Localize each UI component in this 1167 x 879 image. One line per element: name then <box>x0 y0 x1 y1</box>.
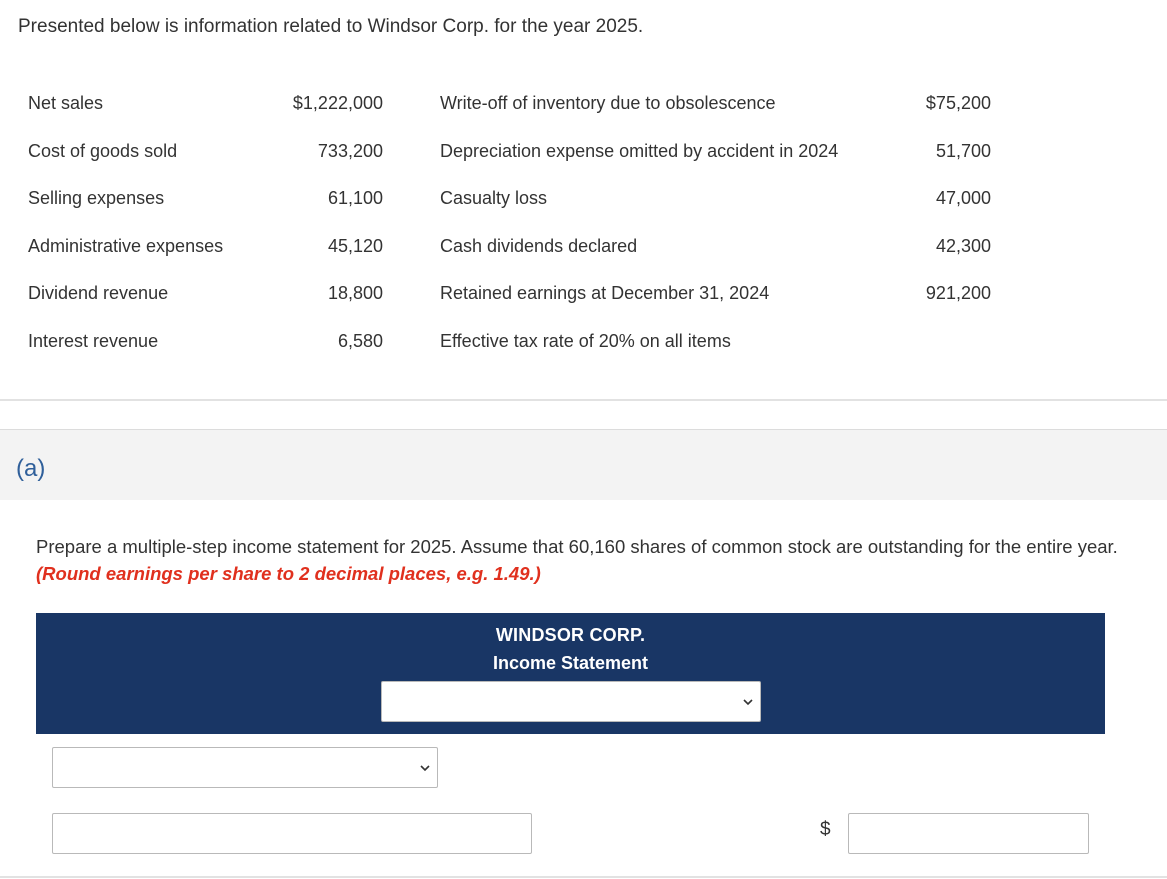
table-row <box>28 80 991 128</box>
currency-symbol: $ <box>820 819 831 840</box>
chevron-down-icon <box>419 762 431 774</box>
left-item-value: 6,580 <box>337 330 383 351</box>
right-item-value: $75,200 <box>925 93 991 114</box>
right-item-value: 921,200 <box>925 283 991 304</box>
divider <box>0 399 1167 401</box>
left-item-value: 733,200 <box>317 140 383 161</box>
right-item-value <box>900 318 991 366</box>
period-select[interactable] <box>381 681 761 722</box>
left-item-value: $1,222,000 <box>292 93 383 114</box>
table-row <box>28 128 991 176</box>
chevron-down-icon <box>742 696 754 708</box>
rounding-hint: (Round earnings per share to 2 decimal places, e.g. 1.49.) <box>36 563 541 584</box>
left-item-label: Interest revenue <box>28 330 159 351</box>
question-prompt <box>36 533 1151 587</box>
table-row <box>28 175 991 223</box>
row2-amount-input[interactable] <box>848 813 1089 854</box>
company-name <box>36 625 1105 646</box>
left-item-label: Cost of goods sold <box>28 140 178 161</box>
left-item-value: 45,120 <box>327 235 383 256</box>
right-item-label: Cash dividends declared <box>440 235 638 256</box>
table-row <box>28 270 991 318</box>
company-name-text: WINDSOR CORP. <box>495 625 646 645</box>
right-item-label: Write-off of inventory due to obsolescence <box>440 93 776 114</box>
left-item-label: Dividend revenue <box>28 283 169 304</box>
right-item-value: 47,000 <box>935 188 991 209</box>
right-item-value: 51,700 <box>935 140 991 161</box>
left-item-label: Net sales <box>28 93 104 114</box>
intro-text: Presented below is information related to Windsor Corp. for the year 2025. <box>18 16 644 37</box>
part-label: (a) <box>16 455 46 482</box>
right-item-value: 42,300 <box>935 235 991 256</box>
statement-title: Income Statement <box>492 653 649 673</box>
right-item-label: Retained earnings at December 31, 2024 <box>440 283 770 304</box>
divider <box>0 876 1167 878</box>
statement-header <box>36 613 1105 734</box>
row2-label-input[interactable] <box>52 813 532 854</box>
right-item-label: Depreciation expense omitted by accident in 2024 <box>440 140 839 161</box>
prompt-text: Prepare a multiple-step income statement for 2025. Assume that 60,160 shares of common stock are outstanding for the entire year. <box>36 536 1118 557</box>
table-row <box>28 318 991 366</box>
row1-account-select[interactable] <box>52 747 438 788</box>
right-item-label: Casualty loss <box>440 188 548 209</box>
right-item-label: Effective tax rate of 20% on all items <box>440 330 731 351</box>
left-item-value: 61,100 <box>327 188 383 209</box>
left-item-value: 18,800 <box>327 283 383 304</box>
left-item-label: Administrative expenses <box>28 235 224 256</box>
left-item-label: Selling expenses <box>28 188 165 209</box>
table-row <box>28 223 991 271</box>
given-data-table <box>28 80 991 365</box>
